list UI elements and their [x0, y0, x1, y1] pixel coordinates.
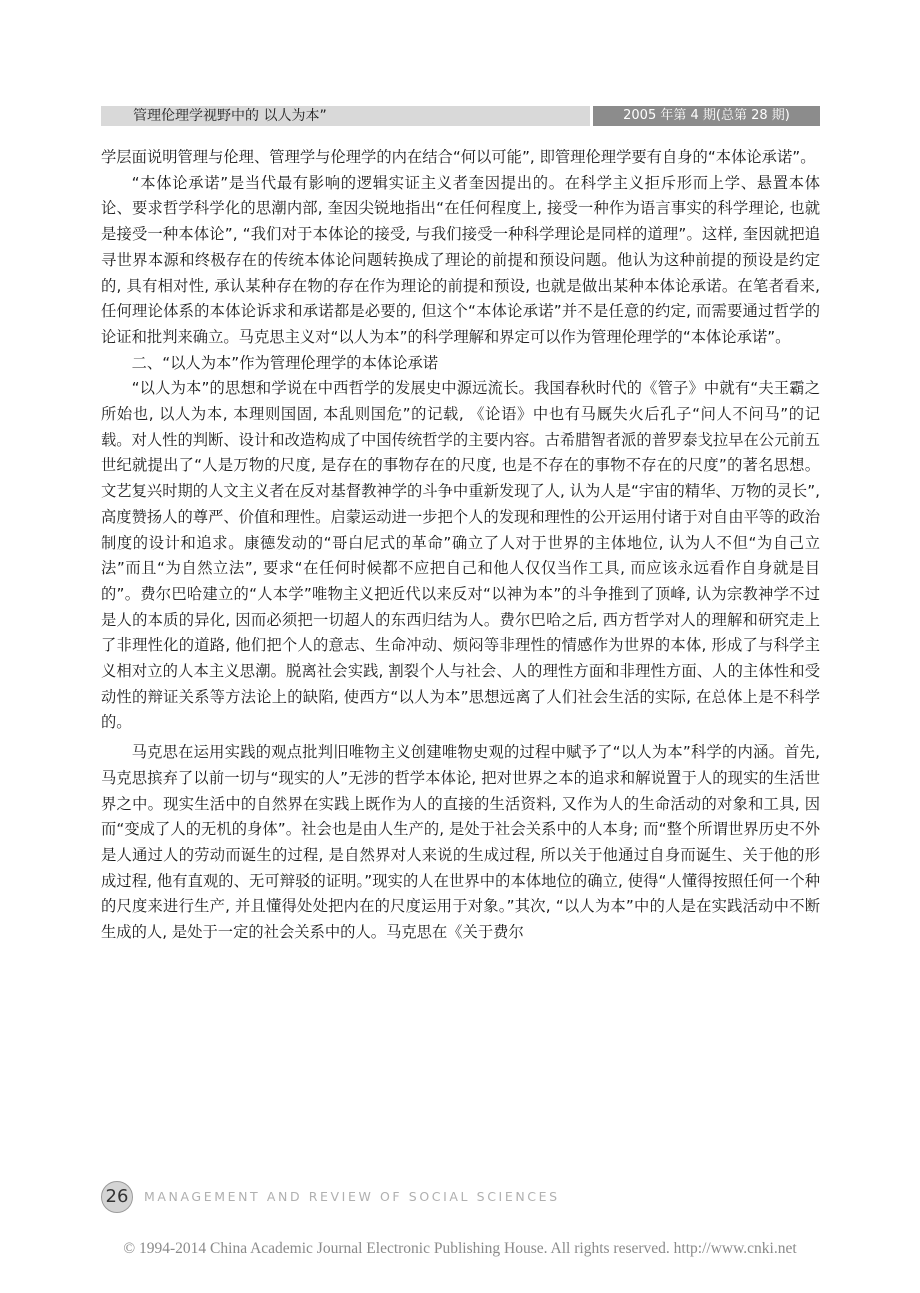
paragraph-ontological-commitment: “本体论承诺”是当代最有影响的逻辑实证主义者奎因提出的。在科学主义拒斥形而上学、悬置本体论、要求哲学科学化的思潮内部, 奎因尖锐地指出“在任何程度上, 接受一种作为语言事实的科学理论, 也就是接受一种本体论”, “我们对于本体论的接受, 与我们接受一种科学理论是同样的道理”。这样, 奎因就把追寻世界本源和终极存在的传统本体论问题转换成了理论的前提和预设问题。他认为这种前提的预设是约定的, 具有相对性, 承认某种存在物的存在作为理论的前提和预设, 也就是做出某种本体论承诺。在笔者看来, 任何理论体系的本体论诉求和承诺都是必要的, 但这个“本体论承诺”并不是任意的约定, 而需要通过哲学的论证和批判来确立。马克思主义对“以人为本”的科学理解和界定可以作为管理伦理学的“本体论承诺”。	[101, 173, 820, 346]
journal-name: MANAGEMENT AND REVIEW OF SOCIAL SCIENCES	[144, 1189, 560, 1204]
page-number: 26	[101, 1181, 133, 1213]
paragraph-history: “以人为本”的思想和学说在中西哲学的发展史中源远流长。我国春秋时代的《管子》中就有“夫王霸之所始也, 以人为本, 本理则国固, 本乱则国危”的记载, 《论语》中也有马厩失火后孔子“问人不问马”的记载。对人性的判断、设计和改造构成了中国传统哲学的主要内容。古希腊智者派的普罗泰戈拉早在公元前五世纪就提出了“人是万物的尺度, 是存在的事物存在的尺度, 也是不存在的事物不存在的尺度”的著名思想。文艺复兴时期的人文主义者在反对基督教神学的斗争中重新发现了人, 认为人是“宇宙的精华、万物的灵长”, 高度赞扬人的尊严、价值和理性。启蒙运动进一步把个人的发现和理性的公开运用付诸于对自由平等的政治制度的设计和追求。康德发动的“哥白尼式的革命”确立了人对于世界的主体地位, 认为人不但“为自己立法”而且“为自然立法”, 要求“在任何时候都不应把自己和他人仅仅当作工具, 而应该永远看作自身就是目的”。费尔巴哈建立的“人本学”唯物主义把近代以来反对“以神为本”的斗争推到了顶峰, 认为宗教神学不过是人的本质的异化, 因而必须把一切超人的东西归结为人。费尔巴哈之后, 西方哲学对人的理解和研究走上了非理性化的道路, 他们把个人的意志、生命冲动、烦闷等非理性的情感作为世界的本体, 形成了与科学主义相对立的人本主义思潮。脱离社会实践, 割裂个人与社会、人的理性方面和非理性方面、人的主体性和受动性的辩证关系等方法论上的缺陷, 使西方“以人为本”思想远离了人们社会生活的实际, 在总体上是不科学的。	[101, 379, 820, 732]
section-heading: 二、“以人为本”作为管理伦理学的本体论承诺	[131, 353, 439, 372]
running-title: 管理伦理学视野中的 以人为本”	[101, 106, 590, 126]
page-header	[101, 106, 820, 126]
copyright-line: © 1994-2014 China Academic Journal Electronic Publishing House. All rights reserved. http://www.cnki.net	[123, 1240, 797, 1257]
issue-label: 2005 年第 4 期(总第 28 期)	[593, 106, 820, 126]
paragraph-marx: 马克思在运用实践的观点批判旧唯物主义创建唯物史观的过程中赋予了“以人为本”科学的内涵。首先, 马克思摈弃了以前一切与“现实的人”无涉的哲学本体论, 把对世界之本的追求和解说置于人的现实的生活世界之中。现实生活中的自然界在实践上既作为人的直接的生活资料, 又作为人的生命活动的对象和工具, 因而“变成了人的无机的身体”。社会也是由人生产的, 是处于社会关系中的人本身; 而“整个所谓世界历史不外是人通过人的劳动而诞生的过程, 是自然界对人来说的生成过程, 所以关于他通过自身而诞生、关于他的形成过程, 他有直观的、无可辩驳的证明。”现实的人在世界中的本体地位的确立, 使得“人懂得按照任何一个种的尺度来进行生产, 并且懂得处处把内在的尺度运用于对象。”其次, “以人为本”中的人是在实践活动中不断生成的人, 是处于一定的社会关系中的人。马克思在《关于费尔	[101, 743, 820, 942]
article-body	[101, 145, 820, 946]
paragraph-continuation: 学层面说明管理与伦理、管理学与伦理学的内在结合“何以可能”, 即管理伦理学要有自身的“本体论承诺”。	[101, 148, 816, 166]
page-footer	[101, 1181, 820, 1215]
